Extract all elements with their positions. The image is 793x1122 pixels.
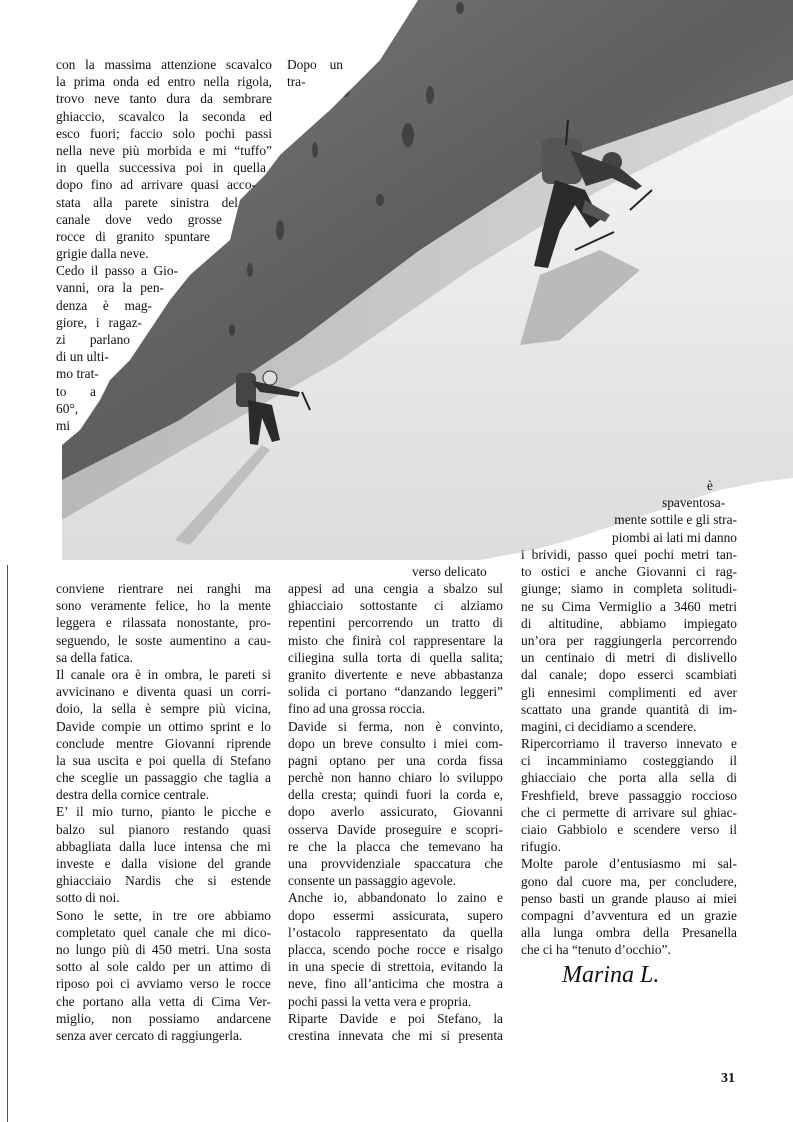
text-line: che portano alla vetta di Cima Ver- (56, 993, 271, 1009)
text-line: ghiacciaio sottostante ci alziamo (288, 598, 503, 614)
text-line: della cresta; quindi fuori la corda e, (288, 787, 503, 803)
text-line: Sono le sette, in tre ore abbiamo (56, 907, 271, 923)
text-line: giunge; siamo in completa solitudi- (521, 581, 737, 597)
text-line: investe e dalla visione del grande (56, 856, 271, 872)
text-line: mi (56, 418, 71, 433)
text-line: solida ci portano “danzando leggeri” (288, 684, 503, 700)
text-line: pagni optano per una corda fissa (288, 752, 503, 768)
text-line: l’ostacolo rappresentato da quella (288, 924, 503, 940)
text-line: sotto al sole caldo per un attimo di (56, 959, 271, 975)
text-line: Dopo un (287, 57, 343, 72)
text-line: i brividi, passo quei pochi metri tan- (521, 547, 737, 562)
text-line: avvicinano e diventa quasi un corri- (56, 684, 271, 700)
text-line: granito divertente e neve abbastanza (288, 666, 503, 682)
text-line: fino ad una grossa roccia. (288, 701, 426, 717)
text-line: Molte parole d’entusiasmo mi sal- (521, 856, 737, 872)
text-line: placca, scendo poche rocce e risalgo (288, 941, 503, 957)
text-line: destra della cornice centrale. (56, 787, 210, 803)
text-line: un’ora per raggiungerla percorrendo (521, 632, 737, 648)
text-line: rifugio. (521, 839, 561, 855)
text-line: sono veramente felice, ho la mente (56, 598, 271, 614)
text-line: tra- (287, 74, 306, 90)
text-line: pochi passi la vetta vera e propria. (288, 993, 472, 1009)
text-line: ciaio Gabbiolo e scendere verso il (521, 822, 737, 838)
text-line: dopo un breve consulto i miei com- (288, 735, 503, 751)
text-line: riposo poi ci avviamo verso le rocce (56, 976, 271, 992)
text-line: to ostici e anche Giovanni ci rag- (521, 564, 737, 580)
text-line: Riparte Davide e poi Stefano, la (288, 1010, 503, 1026)
text-line: miglio, non possiamo andarcene (56, 1010, 271, 1026)
text-line: conviene rientrare nei ranghi ma (56, 581, 271, 596)
text-line: osserva Davide proseguire e scopri- (288, 821, 503, 837)
text-line: di altitudine, abbiamo impiegato (521, 615, 737, 631)
text-line: vanni, ora la pen- (56, 280, 164, 296)
text-line: Davide compie un ottimo sprint e lo (56, 718, 271, 734)
text-line: dopo essermi assicurata, supero (288, 907, 503, 923)
text-line: seguendo, le soste aumentino a cau- (56, 632, 271, 648)
text-line: esco fuori; faccio solo pochi passi (56, 125, 272, 141)
text-line: completato quel canale che mi dico- (56, 924, 271, 940)
text-line: canale dove vedo grosse (56, 211, 222, 227)
text-line: 60°, (56, 400, 79, 416)
text-line: appesi ad una cengia a sbalzo sul (288, 581, 503, 596)
text-line: Davide si ferma, non è convinto, (288, 718, 503, 734)
author-signature: Marina L. (562, 962, 660, 988)
text-line: senza aver cercato di raggiungerla. (56, 1027, 243, 1043)
text-line: in una specie di strettoia, evitando la (288, 959, 503, 975)
text-line: sotto di noi. (56, 890, 120, 906)
page-number: 31 (721, 1071, 735, 1086)
text-line: è (707, 478, 713, 493)
text-line: mente sottile e gli stra- (614, 512, 737, 528)
text-line: stata alla parete sinistra del (56, 194, 238, 210)
text-line: dopo averlo assicurato, Giovanni (288, 804, 503, 820)
text-line: ghiaccio, scavalco la seconda ed (56, 108, 272, 124)
text-line: dopo fino ad arrivare quasi acco- (56, 177, 256, 193)
text-line: che ci permette di arrivare sul ghiac- (521, 804, 737, 820)
text-line: Cedo il passo a Gio- (56, 263, 178, 279)
mid-wrap-line (412, 563, 487, 580)
text-line: penso basti un grande plauso ai miei (521, 890, 737, 906)
text-line: conclude mentre Giovanni riprende (56, 735, 271, 751)
text-line: scattato una grande quantità di im- (521, 701, 737, 717)
right-wrap-block (560, 477, 737, 546)
text-line: Anche io, abbandonato lo zaino e (288, 890, 503, 906)
text-line: verso delicato (412, 564, 487, 579)
text-line: gli ennesimi complimenti ed aver (521, 684, 737, 700)
text-line: ciliegina sulla torta di quella salita; (288, 649, 503, 665)
text-line: piombi ai lati mi danno (612, 529, 737, 545)
text-line: ne su Cima Vermiglio a 3460 metri (521, 598, 737, 614)
text-line: mo trat- (56, 366, 99, 382)
text-line: spaventosa- (662, 495, 726, 511)
text-line: neve, fino all’anticima che mostra a (288, 976, 503, 992)
text-line: un centinaio di metri di dislivello (521, 650, 737, 666)
column-2 (288, 580, 503, 1044)
text-line: ci incamminiamo costeggiando il (521, 753, 737, 769)
text-line: nella neve più morbida e mi “tuffo” (56, 142, 272, 158)
text-line: denza è mag- (56, 297, 152, 313)
text-line: di un ulti- (56, 349, 109, 365)
text-line: E’ il mio turno, pianto le picche e (56, 804, 271, 820)
text-line: Freshfield, breve passaggio roccioso (521, 787, 737, 803)
text-line: ghiacciaio che porta alla sella di (521, 770, 737, 786)
text-line: consente un passaggio agevole. (288, 873, 457, 889)
text-line: gono dal cuore ma, per concludere, (521, 873, 737, 889)
text-line: doio, la sella è sempre più vicina, (56, 701, 271, 717)
text-line: giore, i ragaz- (56, 314, 142, 330)
text-line: perchè non hanno chiaro lo sviluppo (288, 770, 503, 786)
text-line: grigie dalla neve. (56, 246, 149, 262)
text-line: magini, ci decidiamo a scendere. (521, 718, 697, 734)
text-line: abbagliata dalla luce intensa che mi (56, 838, 271, 854)
text-line: repentini percorrendo un tratto di (288, 615, 503, 631)
text-line: la sua uscita e poi quella di Stefano (56, 752, 271, 768)
text-line: Il canale ora è in ombra, le pareti si (56, 666, 271, 682)
text-line: che ci ha “tenuto d’occhio”. (521, 942, 671, 958)
text-line: sa della fatica. (56, 649, 133, 665)
text-line: no lungo più di 450 metri. Una sosta (56, 941, 271, 957)
text-line: rocce di granito spuntare (56, 228, 210, 244)
text-line: leggera e rilassata nonostante, pro- (56, 615, 271, 631)
intro-text-block (56, 56, 272, 434)
column-3 (521, 546, 737, 959)
text-line: re che la placca che temevano ha (288, 838, 503, 854)
text-line: che sceglie un passaggio che taglia a (56, 770, 271, 786)
text-line: balzo sul pianoro restando quasi (56, 821, 271, 837)
text-line: compagni d’avventura ed un grazie (521, 907, 737, 923)
text-line: misto che finirà col rappresentare la (288, 632, 503, 648)
text-line: la prima onda ed entro nella rigola, (56, 74, 272, 90)
text-line: trovo neve tanto dura da sembrare (56, 91, 272, 107)
column-1 (56, 580, 271, 1044)
text-line: una provvidenziale spaccatura che (288, 856, 503, 872)
text-line: crestina innevata che mi si presenta (288, 1027, 503, 1043)
text-line: to a (56, 383, 96, 399)
text-line: con la massima attenzione scavalco (56, 57, 272, 72)
mid-fragment-block (287, 56, 343, 90)
text-line: dal canale; dopo esserci scambiati (521, 667, 737, 683)
text-line: Ripercorriamo il traverso innevato e (521, 736, 737, 752)
text-line: ghiacciaio Nardis che si estende (56, 873, 271, 889)
text-line: alla lunga ombra della Presanella (521, 925, 737, 941)
text-line: in quella successiva poi in quella (56, 160, 266, 176)
text-line: zi parlano (56, 332, 130, 348)
